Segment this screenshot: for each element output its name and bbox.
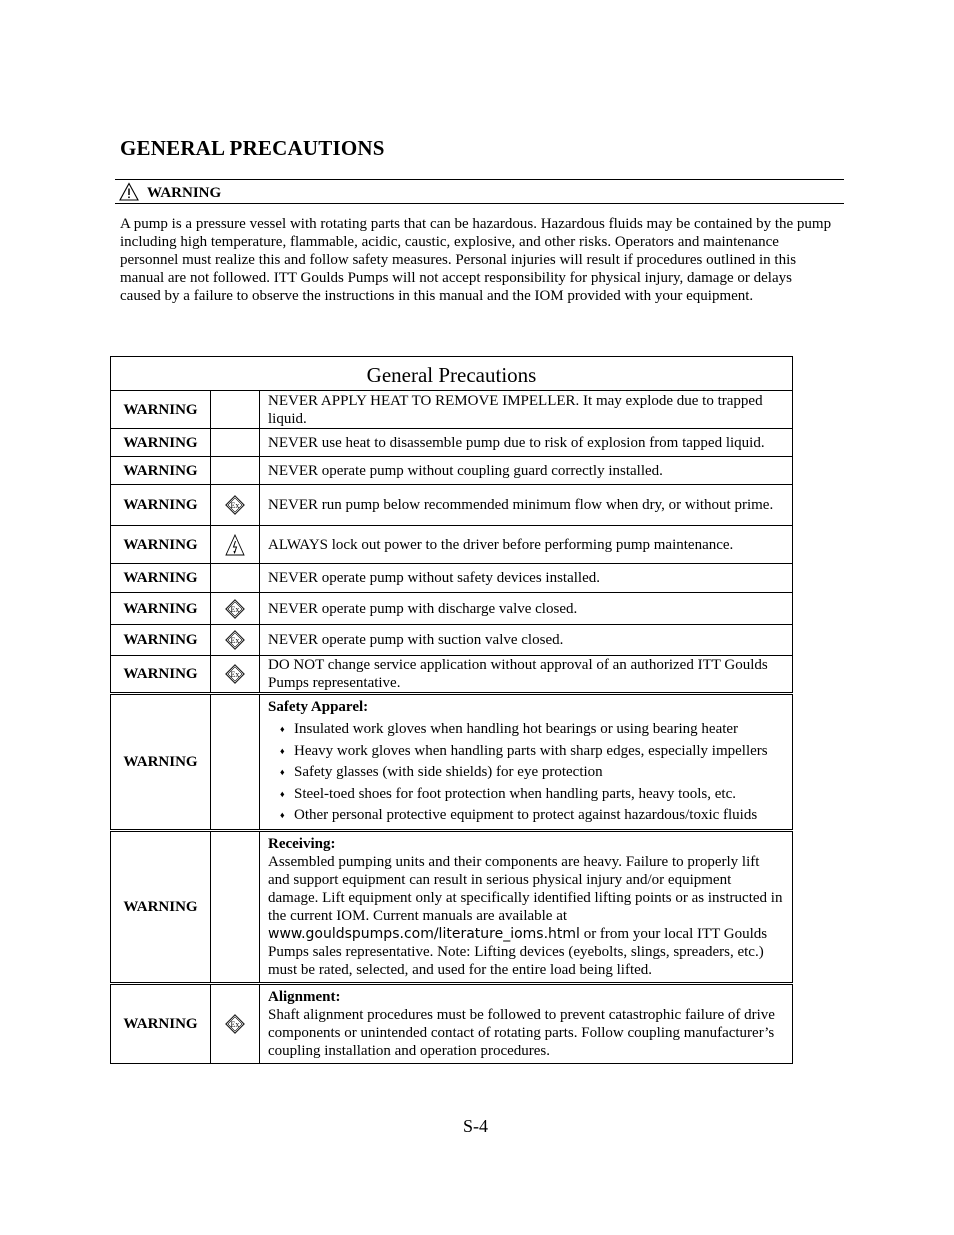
- table-row: [111, 625, 793, 656]
- table-row-alignment: [111, 983, 793, 1063]
- alignment-text: Shaft alignment procedures must be followed to prevent catastrophic failure of drive components or unintended contact of rotating parts. Follow coupling manufacturer’s coupling installation and operation procedures.: [268, 1006, 775, 1059]
- warning-level: WARNING: [111, 457, 211, 485]
- safety-apparel-list: [268, 720, 784, 824]
- precaution-text: NEVER operate pump without coupling guard correctly installed.: [260, 457, 793, 485]
- table-row: [111, 593, 793, 625]
- svg-text:Ex: Ex: [230, 635, 240, 645]
- list-item: ♦ Heavy work gloves when handling parts with sharp edges, especially impellers: [294, 742, 784, 760]
- icon-cell: [211, 625, 260, 656]
- ex-hazard-icon: [225, 1014, 245, 1034]
- receiving-text: Assembled pumping units and their components are heavy. Failure to properly lift and support equipment can result in serious physical injury and/or equipment damage. Lift equipment only at specifically identified lifting points or as instructed in the current IOM. Current manuals are available at: [268, 853, 783, 924]
- page-heading: GENERAL PRECAUTIONS: [120, 136, 385, 160]
- table-row: [111, 526, 793, 564]
- svg-text:Ex: Ex: [230, 669, 240, 679]
- list-item: ♦ Other personal protective equipment to protect against hazardous/toxic fluids: [294, 806, 784, 824]
- table-row: [111, 429, 793, 457]
- warning-label: WARNING: [147, 185, 222, 201]
- alignment-title: Alignment:: [268, 988, 341, 1005]
- precaution-text: NEVER APPLY HEAT TO REMOVE IMPELLER. It may explode due to trapped liquid.: [260, 391, 793, 429]
- icon-cell: [211, 656, 260, 694]
- ex-hazard-icon: [225, 495, 245, 515]
- icon-cell: [211, 593, 260, 625]
- icon-cell: [211, 391, 260, 429]
- precaution-text: ALWAYS lock out power to the driver before performing pump maintenance.: [260, 526, 793, 564]
- svg-text:Ex: Ex: [230, 500, 240, 510]
- warning-level: WARNING: [111, 625, 211, 656]
- precaution-text: NEVER run pump below recommended minimum flow when dry, or without prime.: [260, 485, 793, 526]
- ex-hazard-icon: [225, 664, 245, 684]
- warning-level: WARNING: [111, 485, 211, 526]
- warning-level: WARNING: [111, 694, 211, 831]
- icon-cell: [211, 983, 260, 1063]
- receiving-title: Receiving:: [268, 835, 336, 852]
- table-row: [111, 391, 793, 429]
- icon-cell: [211, 564, 260, 593]
- table-caption-row: [111, 357, 793, 391]
- ex-hazard-icon: [225, 599, 245, 619]
- warning-level: WARNING: [111, 564, 211, 593]
- table-row: [111, 485, 793, 526]
- icon-cell: [211, 526, 260, 564]
- literature-link[interactable]: www.gouldspumps.com/literature_ioms.html: [268, 925, 580, 942]
- precaution-text: NEVER operate pump with suction valve closed.: [260, 625, 793, 656]
- warning-bar: [115, 179, 844, 204]
- icon-cell: [211, 485, 260, 526]
- precaution-text: NEVER use heat to disassemble pump due to risk of explosion from tapped liquid.: [260, 429, 793, 457]
- table-caption: General Precautions: [111, 357, 793, 391]
- page-number: S-4: [463, 1116, 489, 1136]
- warning-level: WARNING: [111, 429, 211, 457]
- precaution-text: NEVER operate pump without safety devices installed.: [260, 564, 793, 593]
- table-row: [111, 656, 793, 694]
- warning-level: WARNING: [111, 526, 211, 564]
- icon-cell: [211, 694, 260, 831]
- warning-triangle-icon: [119, 182, 139, 201]
- svg-text:Ex: Ex: [230, 604, 240, 614]
- list-item: ♦ Steel-toed shoes for foot protection when handling parts, heavy tools, etc.: [294, 785, 784, 803]
- safety-apparel-cell: [260, 694, 793, 831]
- precautions-table: [110, 356, 793, 1064]
- receiving-cell: [260, 830, 793, 983]
- table-row-safety-apparel: [111, 694, 793, 831]
- list-item: ♦ Insulated work gloves when handling hot bearings or using bearing heater: [294, 720, 784, 738]
- warning-level: WARNING: [111, 830, 211, 983]
- warning-level: WARNING: [111, 983, 211, 1063]
- icon-cell: [211, 429, 260, 457]
- icon-cell: [211, 830, 260, 983]
- electrical-hazard-icon: [225, 534, 245, 556]
- receiving-text-continued: or from your local ITT Goulds Pumps sales representative. Note: Lifting devices (eyebolts, slings, spreaders, etc.) must be rated, selected, and used for the entire load being lifted.: [268, 925, 768, 978]
- table-row: [111, 564, 793, 593]
- warning-level: WARNING: [111, 391, 211, 429]
- warning-level: WARNING: [111, 593, 211, 625]
- list-item: ♦ Safety glasses (with side shields) for eye protection: [294, 763, 784, 781]
- alignment-cell: [260, 983, 793, 1063]
- ex-hazard-icon: [225, 630, 245, 650]
- precaution-text: DO NOT change service application without approval of an authorized ITT Goulds Pumps representative.: [260, 656, 793, 694]
- intro-paragraph: A pump is a pressure vessel with rotating parts that can be hazardous. Hazardous fluids may be contained by the pump including high temperature, flammable, acidic, caustic, explosive, and other risks. Operators and maintenance personnel must realize this and follow safety measures. Personal injuries will result if procedures outlined in this manual are not followed. ITT Goulds Pumps will not accept responsibility for physical injury, damage or delays caused by a failure to observe the instructions in this manual and the IOM provided with your equipment.: [120, 216, 832, 305]
- table-row: [111, 457, 793, 485]
- safety-apparel-title: Safety Apparel:: [268, 699, 369, 715]
- precaution-text: NEVER operate pump with discharge valve closed.: [260, 593, 793, 625]
- table-row-receiving: [111, 830, 793, 983]
- warning-level: WARNING: [111, 656, 211, 694]
- svg-text:Ex: Ex: [230, 1019, 240, 1029]
- icon-cell: [211, 457, 260, 485]
